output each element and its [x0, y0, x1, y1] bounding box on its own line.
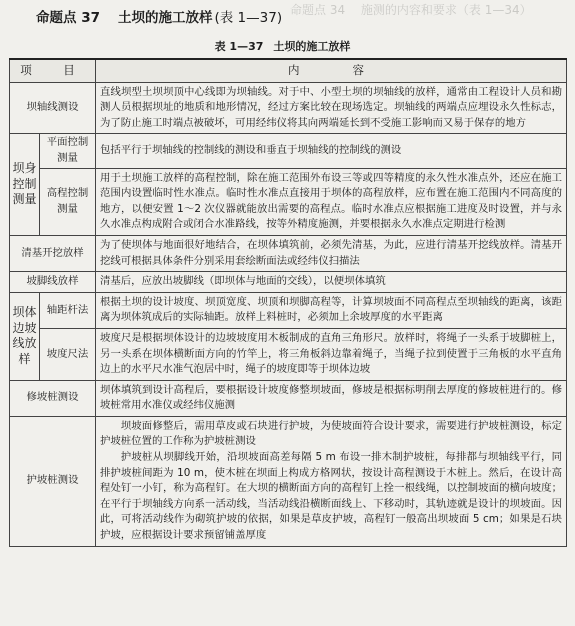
- table-row: [10, 292, 567, 328]
- row-content: 用于土坝施工放样的高程控制，除在施工范围外布设三等或四等精度的永久性水准点外，还应在施工范围内设置临时性水准点。临时性水准点直接用于坝体的高程放样，应布置在施工范围内不同高度的地方，以便安置 1～2 次仪器就能放出需要的高程点。临时水准点应根据施工进度及时设置，并与永久水准点构成附合或闭合水准路线，按等外精度施测，并要根据永久水准点定期进行检测: [96, 168, 567, 235]
- row-paragraph: 护坡桩从坝脚线开始，沿坝坡面高差每隔 5 m 布设一排木制护坡桩，每排都与坝轴线平行，同排护坡桩间距为 10 m，使木桩在坝面上构成方格网状，按设计高程测设于木桩上。然后，在设计高程处钉一小钉，称为高程钉。在大坝的横断面方向的高程钉上拴一根线绳，以控制坡面的横向坡度；在平行于坝轴线方向系一活动线，当活动线沿横断面线上、下移动时，其轨迹就是设计的坝坡面。因此，可将活动线作为砌筑护坡的依据，如果是草皮护坡，高程钉一般高出坝坡面 5 cm；如果是石块护坡，应根据设计要求预留铺盖厚度: [100, 451, 562, 542]
- row-content: [96, 416, 567, 546]
- row-label: 坡脚线放样: [10, 272, 96, 293]
- row-label: 清基开挖放样: [10, 235, 96, 271]
- table-row: [10, 134, 567, 168]
- row-label: 坝轴线测设: [10, 82, 96, 134]
- table-row: [10, 82, 567, 134]
- group-label: 坝体边坡线放样: [10, 292, 40, 380]
- row-paragraph: 坝坡面修整后，需用草皮或石块进行护坡，为使坡面符合设计要求，需要进行护坡桩测设，标定护坡桩位置的工作称为护坡桩测设: [100, 419, 562, 448]
- row-label: 高程控制测量: [40, 168, 96, 235]
- table-row: [10, 416, 567, 546]
- table-row: [10, 380, 567, 416]
- row-content: 包括平行于坝轴线的控制线的测设和垂直于坝轴线的控制线的测设: [96, 134, 567, 168]
- header-content: 内 容: [96, 59, 567, 82]
- table-header-row: [10, 59, 567, 82]
- row-label: 轴距杆法: [40, 292, 96, 328]
- header-item: 项 目: [10, 59, 96, 82]
- row-label: 坡度尺法: [40, 328, 96, 380]
- heading-title: 土坝的施工放样: [118, 10, 213, 26]
- row-label: 平面控制测量: [40, 134, 96, 168]
- row-content: 清基后，应放出坡脚线（即坝体与地面的交线），以便坝体填筑: [96, 272, 567, 293]
- heading-label: 命题点 37: [36, 10, 100, 26]
- section-heading: [36, 6, 300, 26]
- background-bleed-text: 命题点 34 施测的内容和要求（表 1—34）: [290, 3, 532, 17]
- row-content: 坝体填筑到设计高程后，要根据设计坡度修整坝坡面，修坡是根据标明削去厚度的修坡桩进行的。修坡桩常用水准仪或经纬仪施测: [96, 380, 567, 416]
- row-content: 直线坝型土坝坝顶中心线即为坝轴线。对于中、小型土坝的坝轴线的放样，通常由工程设计人员和勘测人员根据坝址的地质和地形情况，经过方案比较在现场选定。坝轴线的两端点应埋设永久性标志，为了防止施工时端点被破坏，可用经纬仪将其向两端延长到不受施工影响而又易于保存的地方: [96, 82, 567, 134]
- row-content: 根据土坝的设计坡度、坝顶宽度、坝顶和坝脚高程等，计算坝坡面不同高程点至坝轴线的距离，该距离为坝体筑成后的实际轴距。放样上料桩时，必须加上余坡厚度的水平距离: [96, 292, 567, 328]
- heading-ref: (表 1—37): [214, 10, 283, 26]
- layout-table: [9, 58, 567, 547]
- row-content: 坡度尺是根据坝体设计的边坡坡度用木板制成的直角三角形尺。放样时，将绳子一头系于坡脚桩上，另一头系在坝体横断面方向的竹竿上，将三角板斜边靠着绳子，当绳子拉到使置于三角板的水平直角边上的水平尺水准气泡居中时，绳子的坡度即等于坝体边坡: [96, 328, 567, 380]
- table-row: [10, 272, 567, 293]
- row-label: 护坡桩测设: [10, 416, 96, 546]
- table-caption: [0, 38, 575, 54]
- table-row: [10, 235, 567, 271]
- table-row: [10, 328, 567, 380]
- group-label: 坝身控制测量: [10, 134, 40, 236]
- table-row: [10, 168, 567, 235]
- row-label: 修坡桩测设: [10, 380, 96, 416]
- caption-label: 表 1—37: [214, 40, 264, 53]
- row-content: 为了使坝体与地面很好地结合，在坝体填筑前，必须先清基，为此，应进行清基开挖线放样。清基开挖线可根据具体条件分别采用套绘断面法或经纬仪扫描法: [96, 235, 567, 271]
- caption-title: 土坝的施工放样: [273, 40, 351, 53]
